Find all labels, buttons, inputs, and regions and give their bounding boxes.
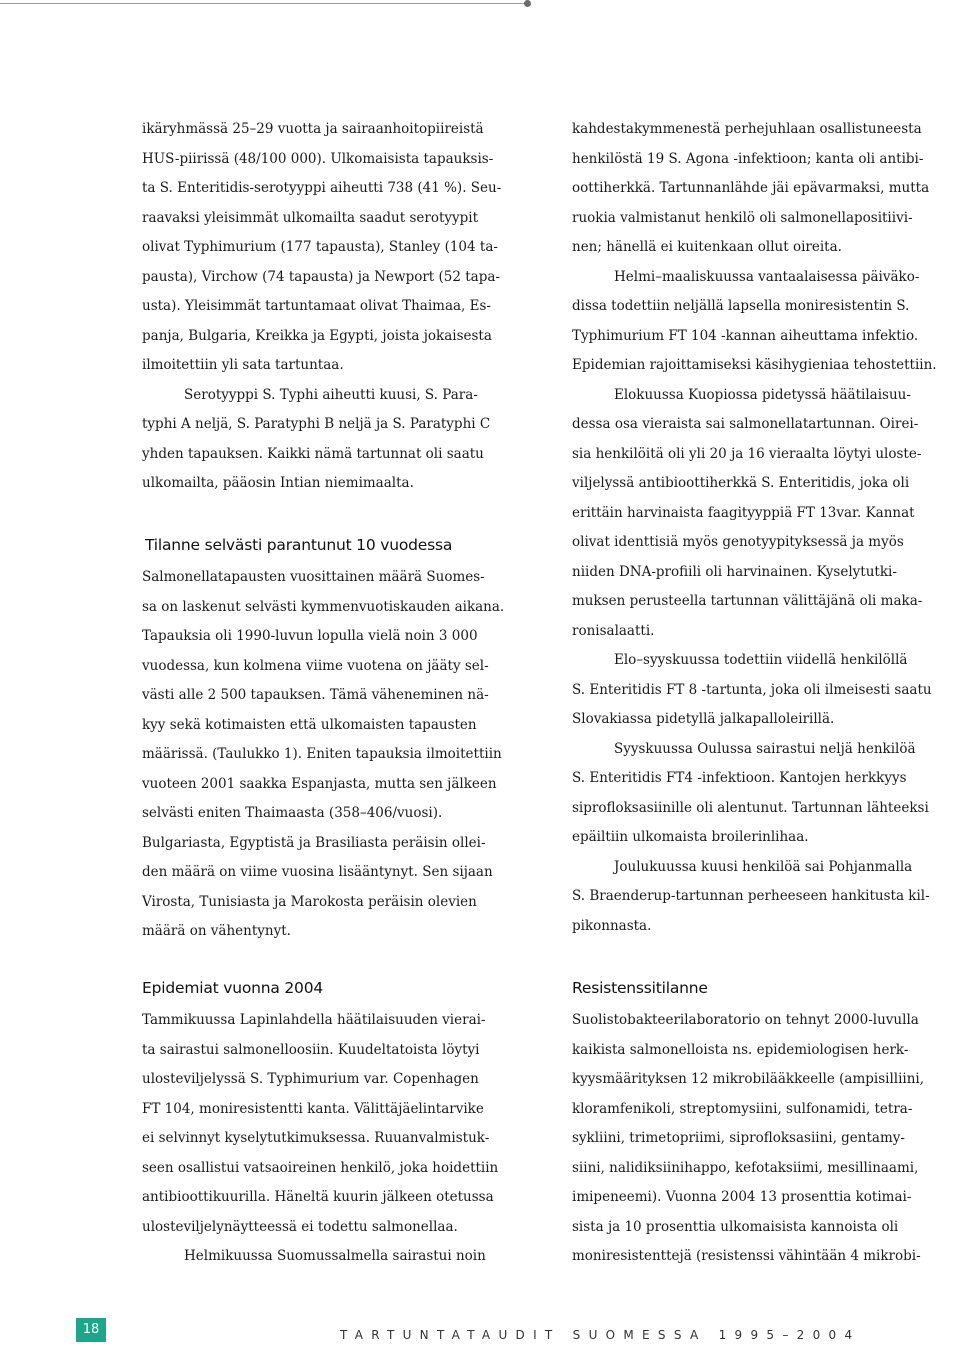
text-line: erittäin harvinaista faagityyppiä FT 13var. Kannat	[572, 504, 915, 521]
text-line: ta sairastui salmonelloosiin. Kuudeltatoista löytyi	[142, 1041, 480, 1058]
text-line: S. Braenderup-tartunnan perheeseen hankitusta kil-	[572, 888, 930, 904]
text-line: Elokuussa Kuopiossa pidetyssä häätilaisuu-	[614, 386, 911, 403]
col1-top-text	[142, 115, 501, 499]
col1-bottom-text	[142, 1006, 498, 1272]
text-line: Helmikuussa Suomussalmella sairastui noin	[184, 1248, 486, 1264]
text-line: Slovakiassa pidetyllä jalkapalloleirillä.	[572, 711, 835, 727]
text-line: seen osallistui vatsaoireinen henkilö, joka hoidettiin	[142, 1159, 499, 1176]
text-line: määrissä. (Taulukko 1). Eniten tapauksia ilmoitettiin	[142, 746, 502, 762]
text-line: ulosteviljelynäytteessä ei todettu salmonellaa.	[142, 1218, 458, 1235]
text-line: Salmonellatapausten vuosittainen määrä Suomes-	[142, 569, 485, 585]
text-line: pausta), Virchow (74 tapausta) ja Newport (52 tapa-	[142, 268, 500, 285]
text-line: kaikista salmonelloista ns. epidemiologisen herk-	[572, 1041, 909, 1058]
text-line: raavaksi yleisimmät ulkomailta saadut serotyypit	[142, 209, 479, 226]
text-line: S. Enteritidis FT4 -infektioon. Kantojen herkkyys	[572, 770, 907, 786]
text-line: kyy sekä kotimaisten että ulkomaisten tapausten	[142, 716, 477, 733]
text-line: määrä on vähentynyt.	[142, 923, 291, 939]
text-line: Tapauksia oli 1990-luvun lopulla vielä noin 3 000	[142, 628, 478, 644]
text-line: ei selvinnyt kyselytutkimuksessa. Ruuanvalmistuk-	[142, 1130, 490, 1146]
text-line: moniresistenttejä (resistenssi vähintään 4 mikrobi-	[572, 1248, 921, 1264]
text-line: ulosteviljelyssä S. Typhimurium var. Copenhagen	[142, 1071, 479, 1087]
text-line: Epidemian rajoittamiseksi käsihygieniaa tehostettiin.	[572, 357, 937, 373]
text-line: HUS-piirissä (48/100 000). Ulkomaisista tapauksis-	[142, 150, 494, 167]
text-line: Bulgariasta, Egyptistä ja Brasiliasta peräisin ollei-	[142, 834, 486, 851]
section-heading: Epidemiat vuonna 2004	[142, 979, 324, 997]
text-line: kyysmäärityksen 12 mikrobilääkkeelle (ampisilliini,	[572, 1071, 925, 1087]
text-line: ronisalaatti.	[572, 622, 655, 639]
text-line: panja, Bulgaria, Kreikka ja Egypti, joista jokaisesta	[142, 327, 492, 344]
text-line: yhden tapauksen. Kaikki nämä tartunnat oli saatu	[142, 445, 484, 462]
running-footer: TARTUNTATAUDIT SUOMESSA 1995–2004	[340, 1328, 861, 1342]
text-line: Helmi–maaliskuussa vantaalaisessa päiväko-	[614, 268, 920, 285]
text-line: FT 104, moniresistentti kanta. Välittäjäelintarvike	[142, 1100, 484, 1117]
text-line: olivat identtisiä myös genotyypityksessä ja myös	[572, 534, 904, 550]
text-line: västi alle 2 500 tapauksen. Tämä väheneminen nä-	[142, 687, 489, 703]
text-line: usta). Yleisimmät tartuntamaat olivat Thaimaa, Es-	[142, 298, 491, 314]
text-line: selvästi eniten Thaimaasta (358–406/vuosi).	[142, 805, 443, 821]
text-line: siini, nalidiksiinihappo, kefotaksiimi, mesillinaami,	[572, 1159, 919, 1176]
col2-top-text	[572, 115, 937, 941]
top-rule	[0, 3, 528, 4]
text-line: dessa osa vieraista sai salmonellatartunnan. Oirei-	[572, 416, 919, 432]
text-line: Virosta, Tunisiasta ja Marokosta peräisin olevien	[142, 893, 477, 910]
text-line: den määrä on viime vuosina lisääntynyt. Sen sijaan	[142, 864, 493, 880]
text-line: siprofloksasiinille oli alentunut. Tartunnan lähteeksi	[572, 799, 929, 816]
section-heading: Resistenssitilanne	[572, 979, 708, 997]
text-line: dissa todettiin neljällä lapsella moniresistentin S.	[572, 298, 910, 314]
text-line: viljelyssä antibioottiherkkä S. Enteritidis, joka oli	[572, 475, 910, 491]
text-line: Tammikuussa Lapinlahdella häätilaisuuden vierai-	[142, 1012, 486, 1028]
text-line: Syyskuussa Oulussa sairastui neljä henkilöä	[614, 740, 916, 757]
text-line: typhi A neljä, S. Paratyphi B neljä ja S. Paratyphi C	[142, 416, 491, 432]
text-line: antibioottikuurilla. Häneltä kuurin jälkeen otetussa	[142, 1189, 494, 1205]
text-line: henkilöstä 19 S. Agona -infektioon; kanta oli antibi-	[572, 150, 924, 167]
text-line: ilmoitettiin yli sata tartuntaa.	[142, 357, 344, 373]
text-line: vuodessa, kun kolmena viime vuotena on jääty sel-	[142, 657, 489, 674]
text-line: vuoteen 2001 saakka Espanjasta, mutta sen jälkeen	[142, 775, 497, 792]
text-line: S. Enteritidis FT 8 -tartunta, joka oli ilmeisesti saatu	[572, 681, 932, 698]
text-line: epäiltiin ulkomaista broilerinlihaa.	[572, 829, 809, 845]
text-line: ta S. Enteritidis-serotyyppi aiheutti 738 (41 %). Seu-	[142, 180, 502, 196]
top-rule-dot	[524, 0, 531, 7]
text-line: ikäryhmässä 25–29 vuotta ja sairaanhoitopiireistä	[142, 121, 484, 137]
text-line: pikonnasta.	[572, 917, 652, 934]
text-line: kahdestakymmenestä perhejuhlaan osallistuneesta	[572, 121, 922, 137]
text-line: Serotyyppi S. Typhi aiheutti kuusi, S. Para-	[184, 386, 478, 403]
text-line: Typhimurium FT 104 -kannan aiheuttama infektio.	[572, 327, 919, 344]
text-line: sista ja 10 prosenttia ulkomaisista kannoista oli	[572, 1218, 899, 1235]
text-line: Elo–syyskuussa todettiin viidellä henkilöllä	[614, 652, 908, 668]
section-heading: Tilanne selvästi parantunut 10 vuodessa	[145, 536, 453, 554]
text-line: kloramfenikoli, streptomysiini, sulfonamidi, tetra-	[572, 1100, 913, 1117]
page-number: 18	[82, 1322, 100, 1337]
text-line: niiden DNA-profiili oli harvinainen. Kyselytutki-	[572, 563, 897, 580]
text-line: sa on laskenut selvästi kymmenvuotiskauden aikana.	[142, 598, 505, 615]
text-line: muksen perusteella tartunnan välittäjänä oli maka-	[572, 593, 923, 609]
text-line: sykliini, trimetopriimi, siprofloksasiini, gentamy-	[572, 1130, 905, 1146]
text-line: olivat Typhimurium (177 tapausta), Stanley (104 ta-	[142, 239, 498, 255]
col2-bottom-text	[572, 1006, 924, 1272]
text-line: ulkomailta, pääosin Intian niemimaalta.	[142, 475, 414, 491]
col1-mid-text	[142, 563, 504, 947]
text-line: Suolistobakteerilaboratorio on tehnyt 2000-luvulla	[572, 1012, 919, 1028]
text-line: Joulukuussa kuusi henkilöä sai Pohjanmalla	[614, 858, 913, 875]
text-line: sia henkilöitä oli yli 20 ja 16 vieraalta löytyi uloste-	[572, 445, 922, 462]
text-line: oottiherkkä. Tartunnanlähde jäi epävarmaksi, mutta	[572, 180, 930, 196]
text-line: nen; hänellä ei kuitenkaan ollut oireita.	[572, 239, 842, 255]
text-line: imipeneemi). Vuonna 2004 13 prosenttia kotimai-	[572, 1189, 912, 1205]
text-line: ruokia valmistanut henkilö oli salmonellapositiivi-	[572, 209, 913, 226]
